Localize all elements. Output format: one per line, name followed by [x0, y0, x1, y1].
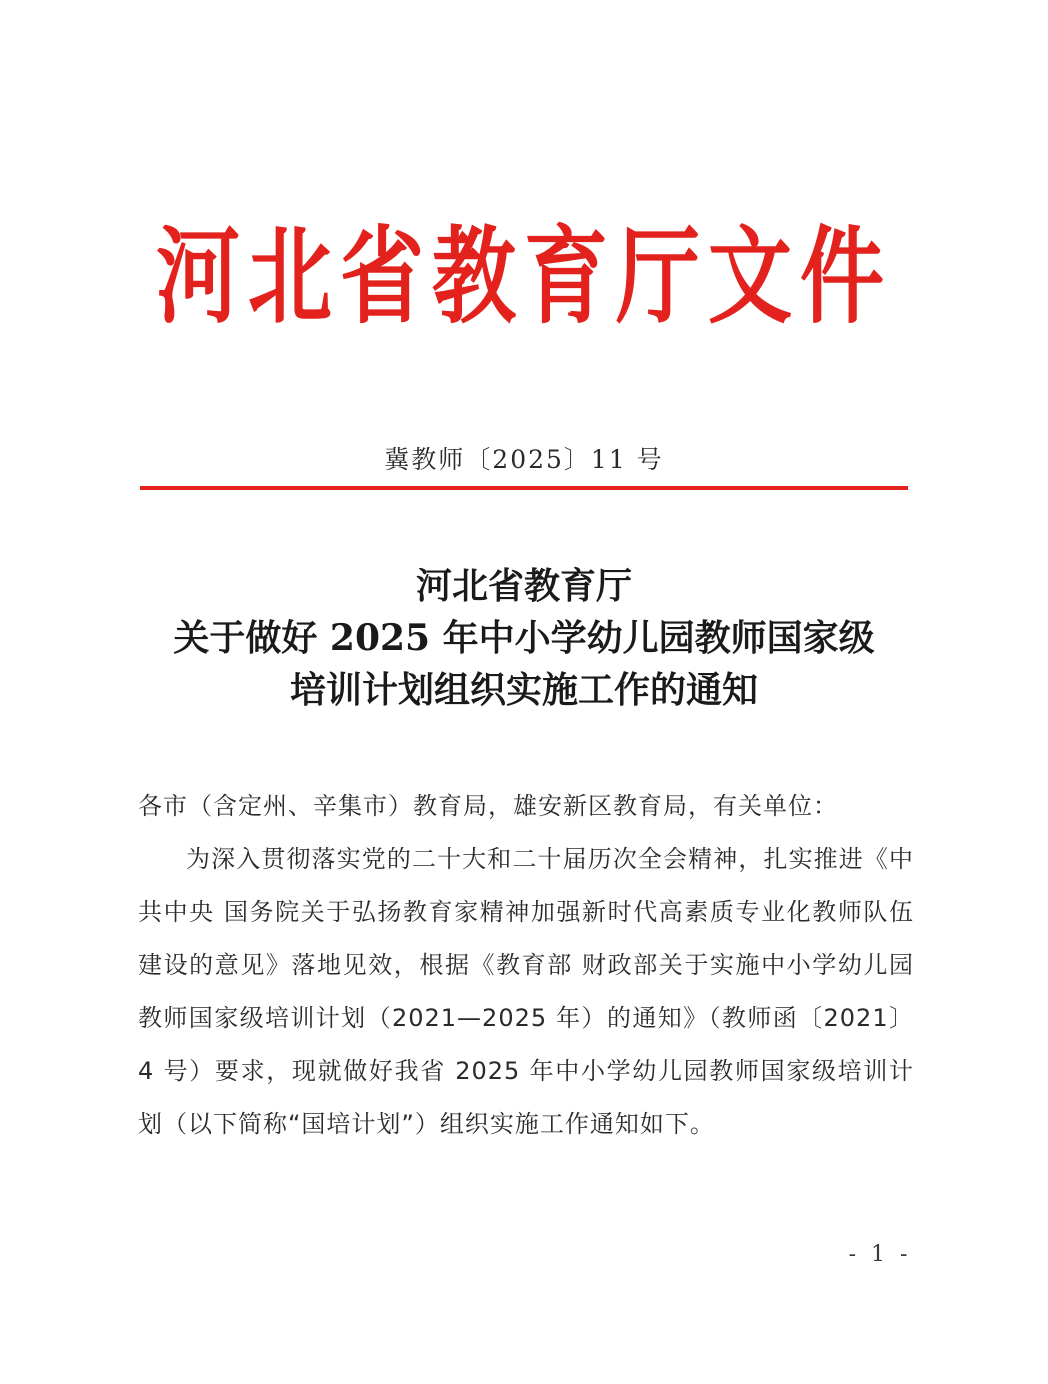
notice-body	[138, 780, 914, 1151]
salutation: 各市（含定州、辛集市）教育局，雄安新区教育局，有关单位：	[138, 792, 838, 820]
title-line-1: 河北省教育厅	[415, 565, 632, 607]
document-number: 冀教师〔2025〕11 号	[384, 445, 664, 474]
title-line-2: 关于做好 2025 年中小学幼儿园教师国家级	[173, 617, 875, 659]
page-number: - 1 -	[848, 1242, 912, 1267]
body-paragraph: 为深入贯彻落实党的二十大和二十届历次全会精神，扎实推进《中共中央 国务院关于弘扬教育家精神加强新时代高素质专业化教师队伍建设的意见》落地见效，根据《教育部 财政部关于实施中小学幼儿园教师国家级培训计划（2021—2025 年）的通知》（教师函〔2021〕4 号）要求，现就做好我省 2025 年中小学幼儿园教师国家级培训计划（以下简称“国培计划”）组织实施工作通知如下。	[138, 845, 914, 1138]
title-line-3: 培训计划组织实施工作的通知	[289, 669, 758, 711]
notice-title	[100, 560, 948, 716]
red-divider-line	[140, 486, 908, 490]
masthead-title: 河北省教育厅文件	[155, 214, 892, 338]
